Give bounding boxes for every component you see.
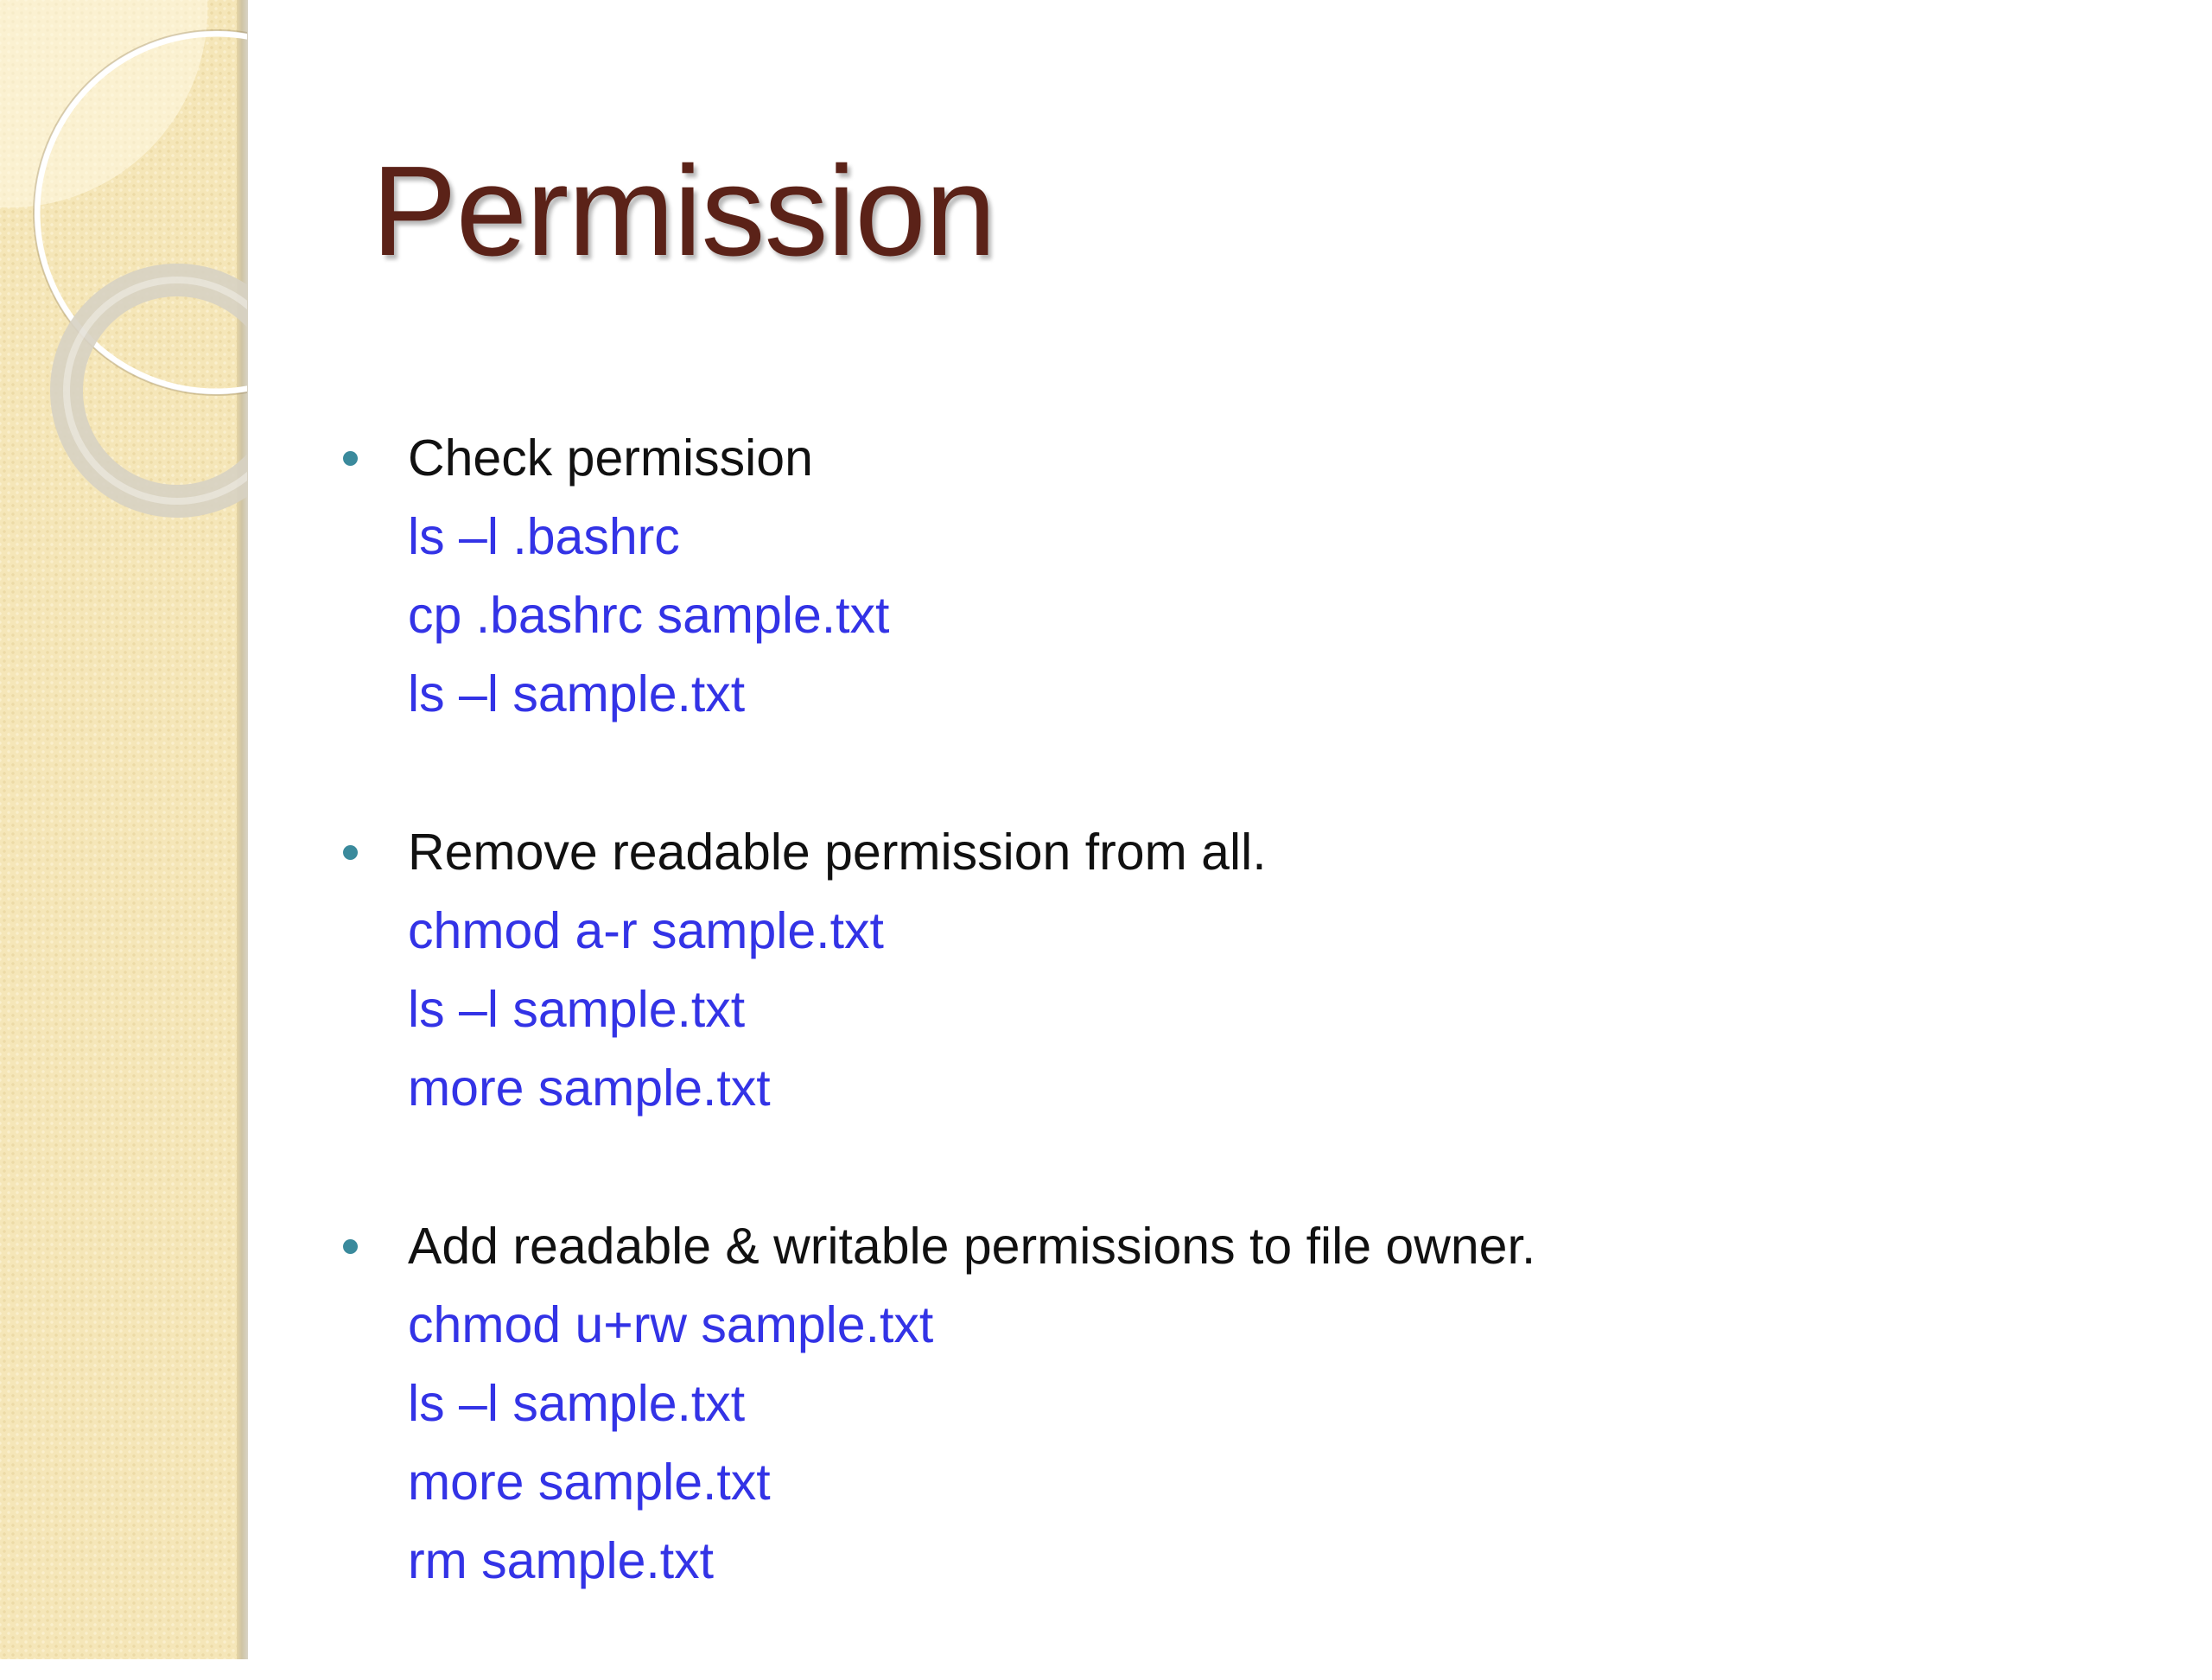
bullet-dot-icon <box>343 1239 358 1254</box>
command-line: more sample.txt <box>408 1454 771 1511</box>
decorative-light-patch <box>0 0 207 207</box>
decorative-rings <box>0 0 259 570</box>
command-line: ls –l .bashrc <box>408 508 680 565</box>
bullet-item <box>408 419 2136 498</box>
command-line: chmod a-r sample.txt <box>408 902 884 959</box>
command-line: chmod u+rw sample.txt <box>408 1296 934 1353</box>
bullet-heading: Check permission <box>408 430 813 487</box>
command-line: cp .bashrc sample.txt <box>408 587 890 644</box>
bullet-heading: Add readable & writable permissions to file owner. <box>408 1218 1536 1275</box>
section-remove-readable <box>408 813 2136 1128</box>
section-add-readable-writable <box>408 1207 2136 1600</box>
bullet-dot-icon <box>343 845 358 860</box>
bullet-item <box>408 1207 2136 1286</box>
command-line: ls –l sample.txt <box>408 665 746 722</box>
slide-content <box>408 419 2136 1680</box>
bullet-item <box>408 813 2136 892</box>
command-line: ls –l sample.txt <box>408 981 746 1038</box>
section-check-permission <box>408 419 2136 734</box>
command-line: rm sample.txt <box>408 1532 715 1589</box>
bullet-dot-icon <box>343 451 358 466</box>
bullet-heading: Remove readable permission from all. <box>408 824 1267 881</box>
command-line: ls –l sample.txt <box>408 1375 746 1432</box>
slide-title: Permission <box>372 140 995 283</box>
command-line: more sample.txt <box>408 1060 771 1117</box>
